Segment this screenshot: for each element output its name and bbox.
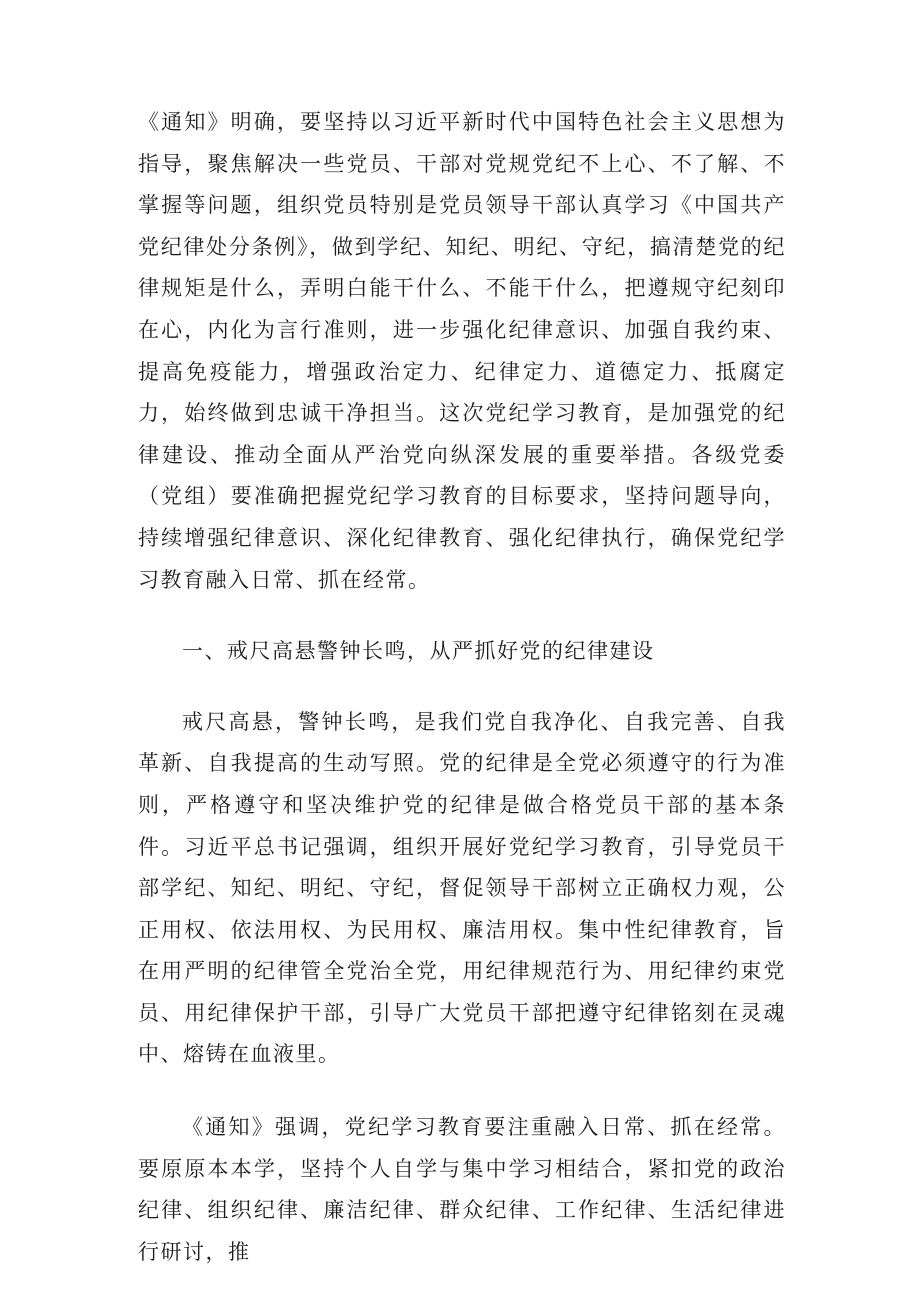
document-body xyxy=(138,102,786,1273)
paragraph-spacer xyxy=(138,601,786,631)
paragraph-intro: 《通知》明确，要坚持以习近平新时代中国特色社会主义思想为指导，聚焦解决一些党员、干部对党规党纪不上心、不了解、不掌握等问题，组织党员特别是党员领导干部认真学习《中国共产党纪律处分条例》，做到学纪、知纪、明纪、守纪，搞清楚党的纪律规矩是什么，弄明白能干什么、不能干什么，把遵规守纪刻印在心，内化为言行准则，进一步强化纪律意识、加强自我约束、提高免疫能力，增强政治定力、纪律定力、道德定力、抵腐定力，始终做到忠诚干净担当。这次党纪学习教育，是加强党的纪律建设、推动全面从严治党向纵深发展的重要举措。各级党委（党组）要准确把握党纪学习教育的目标要求，坚持问题导向，持续增强纪律意识、深化纪律教育、强化纪律执行，确保党纪学习教育融入日常、抓在经常。 xyxy=(138,110,786,592)
paragraph-spacer xyxy=(138,1076,786,1107)
section-heading-1: 一、戒尺高悬警钟长鸣，从严抓好党的纪律建设 xyxy=(182,639,655,664)
paragraph-notice: 《通知》强调，党纪学习教育要注重融入日常、抓在经常。要原原本本学，坚持个人自学与集中学习相结合，紧扣党的政治纪律、组织纪律、廉洁纪律、群众纪律、工作纪律、生活纪律进行研讨，推 xyxy=(138,1115,786,1264)
paragraph-spacer xyxy=(138,673,786,702)
paragraph-discipline: 戒尺高悬，警钟长鸣，是我们党自我净化、自我完善、自我革新、自我提高的生动写照。党的纪律是全党必须遵守的行为准则，严格遵守和坚决维护党的纪律是做合格党员干部的基本条件。习近平总书记强调，组织开展好党纪学习教育，引导党员干部学纪、知纪、明纪、守纪，督促领导干部树立正确权力观，公正用权、依法用权、为民用权、廉洁用权。集中性纪律教育，旨在用严明的纪律管全党治全党，用纪律规范行为、用纪律约束党员、用纪律保护干部，引导广大党员干部把遵守纪律铭刻在灵魂中、熔铸在血液里。 xyxy=(138,709,786,1067)
